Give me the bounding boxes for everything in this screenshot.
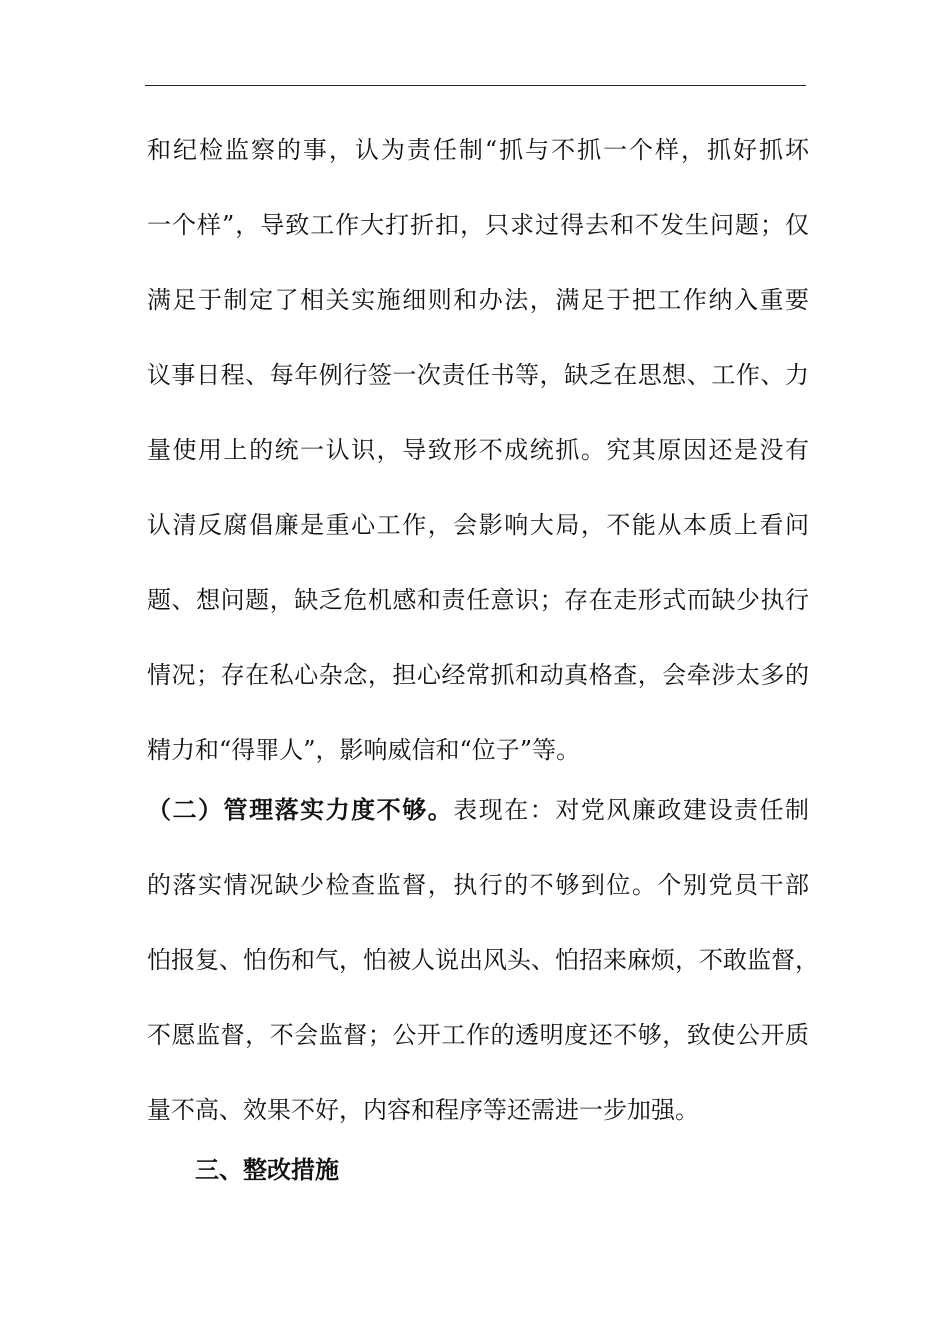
body-text-line: 不愿监督，不会监督；公开工作的透明度还不够，致使公开质 [147,1021,809,1049]
paragraph-first-line [147,794,809,826]
section-heading: 三、整改措施 [195,1156,339,1184]
body-text-span: 表现在：对党风廉政建设责任制 [453,796,810,824]
body-text-line: 题、想问题，缺乏危机感和责任意识；存在走形式而缺少执行 [147,586,809,614]
body-text-line: 情况；存在私心杂念，担心经常抓和动真格查，会牵涉太多的 [147,661,809,689]
subsection-heading: （二）管理落实力度不够。 [147,795,454,824]
body-text-line: 量使用上的统一认识，导致形不成统抓。究其原因还是没有 [147,436,809,464]
body-text-line: 和纪检监察的事，认为责任制“抓与不抓一个样，抓好抓坏 [147,136,809,164]
body-text-line: 量不高、效果不好，内容和程序等还需进一步加强。 [147,1096,699,1124]
header-rule [145,85,806,86]
body-text-line: 精力和“得罪人”，影响威信和“位子”等。 [147,736,581,764]
body-text-line: 议事日程、每年例行签一次责任书等，缺乏在思想、工作、力 [147,361,809,389]
body-text-line: 怕报复、怕伤和气，怕被人说出风头、怕招来麻烦，不敢监督， [147,946,819,974]
body-text-line: 的落实情况缺少检查监督，执行的不够到位。个别党员干部 [147,871,809,899]
body-text-line: 一个样”，导致工作大打折扣，只求过得去和不发生问题；仅 [147,211,809,239]
body-text-line: 满足于制定了相关实施细则和办法，满足于把工作纳入重要 [147,286,809,314]
body-text-line: 认清反腐倡廉是重心工作，会影响大局，不能从本质上看问 [147,511,809,539]
